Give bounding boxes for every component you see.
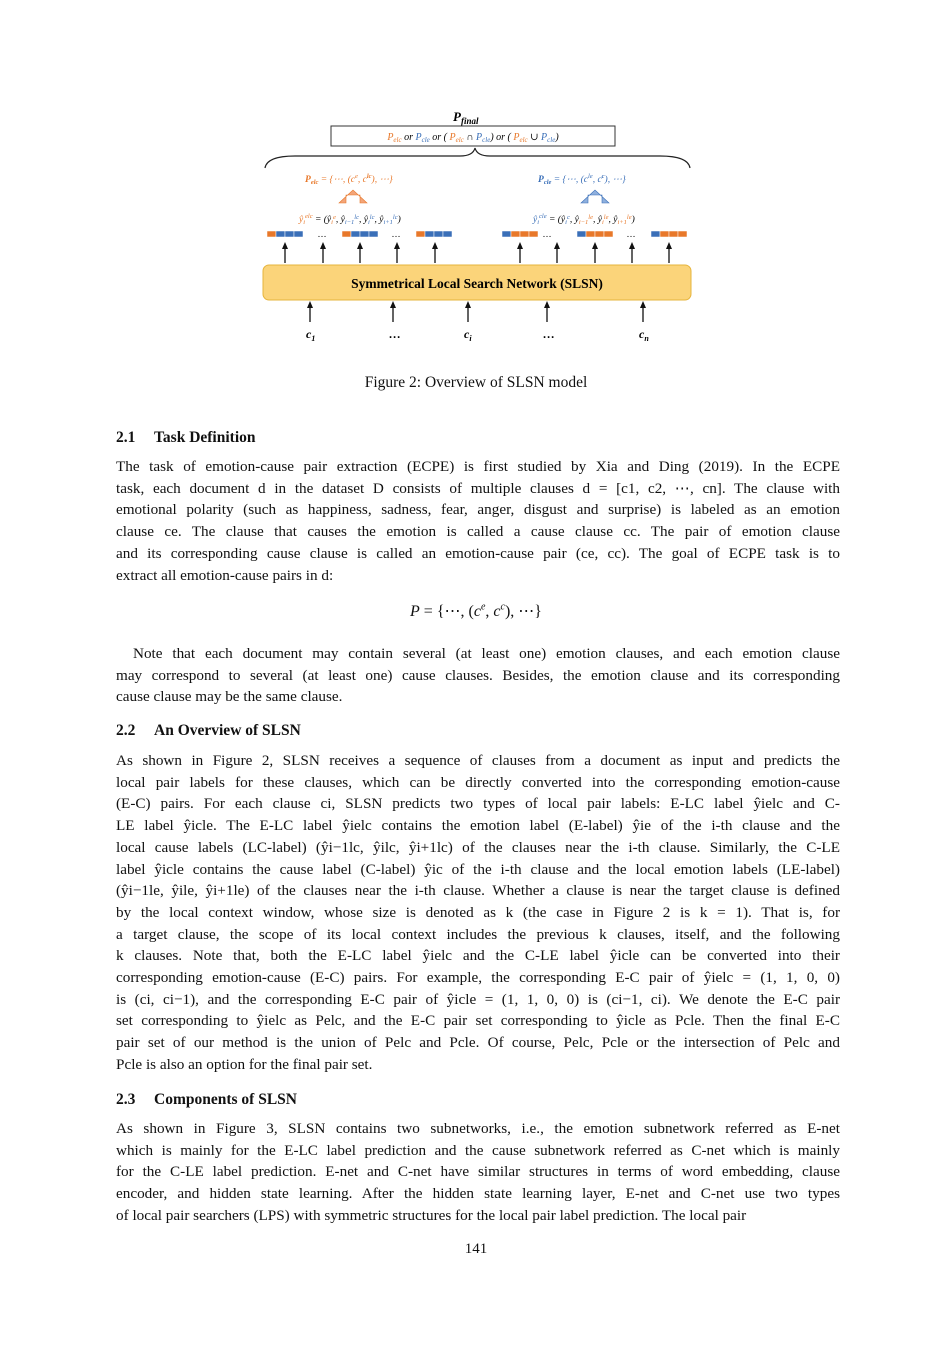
label-cell [660,231,669,237]
label-cell [577,231,586,237]
text-line: may correspond to several (at least one) cause clauses. Besides, the emotion clause and its corresponding [116,666,840,684]
label-cell [276,231,285,237]
arrow-head [282,242,288,249]
text-line: cause clause may be the same clause. [116,688,343,706]
section-heading-2-1: 2.1 Task Definition [116,429,256,446]
page-number: 141 [464,1241,488,1257]
section-heading-2-2: 2.2 An Overview of SLSN [116,722,301,739]
label-cell [369,231,378,237]
arrow-head [307,301,313,308]
paragraph-components [116,1118,840,1227]
input-label: $c_n$ [639,327,649,343]
equation-p: P = {⋯, ($c^e$, $c^c$), ⋯} [410,601,542,620]
label-bar [651,231,687,237]
combination-text: $P_{elc}$ or $P_{cle}$ or ( $P_{elc}$ ∩ $P_{cle}$) or ( $P_{elc}$ ∪ $P_{cle}$) [387,132,559,144]
input-label: $c_i$ [464,327,472,343]
label-bar [342,231,378,237]
ellipsis: … [626,229,636,239]
arrow-head [357,242,363,249]
y-cle-label: $ŷ_i^{cle}$ = ($ŷ_i^c$, $ŷ_{i-1}^{le}$, $ŷ_i^{le}$, $ŷ_{i+1}^{le}$) [533,213,635,226]
text-line: (ŷi−1le, ŷile, ŷi+1le) of the clauses near the i-th clause. Whether a clause is near the target clause is defined [116,882,840,900]
arrow-head [320,242,326,249]
arrow-head [640,301,646,308]
label-cell [294,231,303,237]
text-line: (E-C) pairs. For each clause ci, SLSN predicts two types of local pair labels: E-LC label ŷielc and C- [116,795,840,813]
text-line: a target clause, the scope of its local context includes the previous k clauses, itself, and the following [116,925,840,943]
arrow-head [592,242,598,249]
label-cell [595,231,604,237]
input-arrows [306,301,649,343]
slsn-label: Symmetrical Local Search Network (SLSN) [351,276,603,291]
arrow-head [544,301,550,308]
text-line: is (ci, ci−1), and the corresponding E-C pair of ŷicle = (1, 1, 0, 0) is (ci−1, ci). We denote the E-C pair [116,990,840,1008]
text-line: LE label ŷicle. The E-LC label ŷielc contains the emotion label (E-label) ŷie of the i-th clause and the [116,817,840,835]
section-heading-2-3: 2.3 Components of SLSN [116,1091,297,1108]
p-final-title: $P_{final}$ [453,109,479,126]
label-bar [267,231,303,237]
ellipsis: … [542,229,552,239]
input-label: … [389,327,401,341]
label-cell [502,231,511,237]
label-bar-row [267,231,687,237]
paragraph-note [116,643,840,708]
arrow-head [629,242,635,249]
label-bar [502,231,538,237]
text-line: emotional polarity (such as happiness, sadness, fear, anger, disgust and surprise) is labeled as an emotion [116,501,840,519]
label-cell [342,231,351,237]
text-line: extract all emotion-cause pairs in d: [116,566,334,584]
text-line: corresponding emotion-cause (E-C) pairs. For example, the corresponding E-C pair of ŷielc = (1, 1, 0, 0) [116,969,840,987]
label-cell [443,231,452,237]
label-cell [651,231,660,237]
y-elc-label: $ŷ_i^{elc}$ = ($ŷ_i^e$, $ŷ_{i-1}^{lc}$, $ŷ_i^{lc}$, $ŷ_{i+1}^{lc}$) [299,213,401,226]
text-line: clause ce. The clause that causes the emotion is called a cause clause cc. The pair of emotion clause [116,523,840,541]
text-line: pair set of our method is the union of Pelc and Pcle. Of course, Pelc, Pcle or the intersection of Pelc and [116,1034,840,1052]
label-cell [669,231,678,237]
elc-up-arrow [339,190,367,203]
text-line: and its corresponding cause clause is called an emotion-cause pair (ce, cc). The goal of ECPE task is to [116,544,840,562]
text-line: which is mainly for the E-LC label prediction and the cause subnetwork referred as C-net which is mainly [116,1141,840,1159]
text-line: local cause labels (LC-label) (ŷi−1lc, ŷilc, ŷi+1lc) of the clauses near the i-th clause. Similarly, the C-LE [116,838,840,856]
arrow-head [465,301,471,308]
text-line: local pair labels for these clauses, which can be directly converted into the corresponding emotion-cause [116,773,840,791]
cle-up-arrow [581,190,609,203]
text-line: of local pair searchers (LPS) with symmetric structures for the local pair label prediction. The local pair [116,1206,747,1224]
p-cle-set: $P_{cle}$ = {⋯, ($c^{le}$, $c^c$), ⋯} [538,173,626,186]
figure-caption: Figure 2: Overview of SLSN model [364,374,588,391]
text-line: label ŷicle contains the cause label (C-label) ŷic of the i-th clause and the local emotion labels (LE-label) [116,860,840,878]
label-bar [416,231,452,237]
label-cell [416,231,425,237]
text-line: by the local context window, whose size is denoted as k (the case in Figure 2 is k = 1). That is, for [116,903,840,921]
text-line: task, each document d in the dataset D consists of multiple clauses d = [c1, c2, ⋯, cn]. The clause with [116,479,840,497]
arrow-head [390,301,396,308]
label-cell [360,231,369,237]
arrow-head [432,242,438,249]
paragraph-task-definition [116,456,840,586]
arrow-head [666,242,672,249]
curly-brace [265,148,690,168]
label-cell [434,231,443,237]
text-line: k clauses. Note that, both the E-LC label ŷielc and the C-LE label ŷicle can be converted into their [116,947,840,965]
input-label: … [543,327,555,341]
label-bar [577,231,613,237]
input-label: $c_1$ [306,327,316,343]
arrow-head [554,242,560,249]
text-line: As shown in Figure 3, SLSN contains two subnetworks, i.e., the emotion subnetwork referred as E-net [116,1120,840,1137]
label-cell [285,231,294,237]
label-cell [511,231,520,237]
p-elc-set: $P_{elc}$ = {⋯, ($c^e$, $c^{lc}$), ⋯} [305,173,393,186]
label-cell [604,231,613,237]
text-line: encoder, and hidden state learning. After the hidden state learning layer, E-net and C-net use two types [116,1185,840,1203]
text-line: The task of emotion-cause pair extraction (ECPE) is first studied by Xia and Ding (2019). In the ECPE [116,458,840,475]
ellipsis: … [317,229,327,239]
text-line: Pcle is also an option for the final pair set. [116,1055,373,1073]
ellipsis: … [391,229,401,239]
paragraph-overview [116,750,840,1076]
output-arrows [282,242,672,263]
arrow-head [517,242,523,249]
label-cell [586,231,595,237]
label-cell [520,231,529,237]
text-line: As shown in Figure 2, SLSN receives a sequence of clauses from a document as input and predicts the [116,752,840,769]
label-cell [529,231,538,237]
text-line: set corresponding to ŷielc as Pelc, and the E-C pair set corresponding to ŷicle as Pcle. Then the final E-C [116,1012,840,1030]
label-cell [678,231,687,237]
text-line: for the C-LE label prediction. E-net and C-net have similar structures in terms of word embedding, clause [116,1163,840,1181]
slsn-overview-figure [255,100,705,350]
text-line: Note that each document may contain several (at least one) emotion clauses, and each emotion clause [133,645,840,662]
label-cell [351,231,360,237]
arrow-head [394,242,400,249]
label-cell [425,231,434,237]
label-cell [267,231,276,237]
